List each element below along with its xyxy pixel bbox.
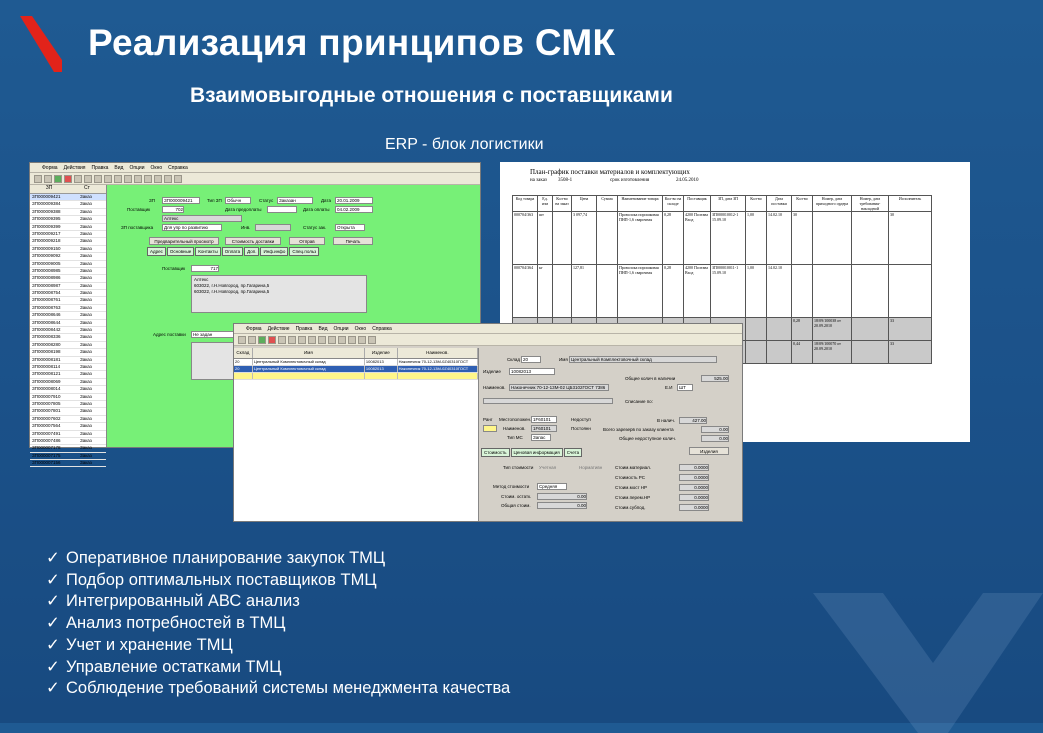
table-row[interactable]: ЗП000007156 Заказ bbox=[30, 460, 106, 467]
table-row: 0,44 18/09/100070 от 20.09.2010 33 bbox=[513, 341, 932, 364]
table-row[interactable]: ЗП000008114 Заказ bbox=[30, 364, 106, 371]
menubar bbox=[234, 324, 742, 334]
menu-item[interactable]: Правка bbox=[295, 325, 313, 332]
check-icon: ✓ bbox=[46, 549, 60, 567]
table-row[interactable]: ЗП000009395 Заказ bbox=[30, 216, 106, 223]
first-icon[interactable] bbox=[94, 175, 102, 183]
table-row[interactable]: ЗП000008754 Заказ bbox=[30, 290, 106, 297]
check-icon: ✓ bbox=[46, 635, 60, 654]
menu-item[interactable]: Действие bbox=[267, 325, 290, 332]
find-icon[interactable] bbox=[348, 336, 356, 344]
table-header: Номер, дата требования-накладной bbox=[852, 196, 889, 212]
pay-date-field[interactable]: 04.02.2009 bbox=[335, 206, 373, 213]
erp-stock-window bbox=[233, 323, 743, 522]
table-row[interactable]: ЗП000008336 Заказ bbox=[30, 334, 106, 341]
doc-title: План-график поставки материалов и комплектующих bbox=[530, 168, 690, 176]
table-header: Код товара bbox=[513, 196, 538, 212]
cost-label: Стоим.перем.НР bbox=[615, 495, 651, 500]
menu-item[interactable]: Окно bbox=[150, 164, 163, 171]
prepay-date-field[interactable] bbox=[267, 206, 297, 213]
postavsh-field[interactable]: 717 bbox=[191, 265, 219, 272]
toolbar bbox=[30, 173, 480, 185]
copy-icon[interactable] bbox=[74, 175, 82, 183]
menu-item[interactable]: Опции bbox=[129, 164, 145, 171]
table-row[interactable]: ЗП000009388 Заказ bbox=[30, 209, 106, 216]
tab-info[interactable]: Инф.инфо bbox=[260, 247, 288, 256]
table-row[interactable]: 20 Центральный Комплектовочный склад 10082013 Наконечник 70-12-13М-0Z40310ГОСТ bbox=[234, 366, 478, 373]
menu-item[interactable]: Форма bbox=[246, 325, 262, 332]
menu-item[interactable]: Вид bbox=[114, 164, 124, 171]
item-field[interactable]: 10082013 bbox=[509, 368, 555, 375]
warehouse-name: Центральный Комплектовочный склад bbox=[569, 356, 717, 363]
delivery-cost-button[interactable]: Стоимость доставки bbox=[225, 237, 281, 245]
list-item: ✓ Оперативное планирование закупок ТМЦ bbox=[46, 548, 510, 570]
table-row[interactable]: ЗП000008280 Заказ bbox=[30, 342, 106, 349]
table-row[interactable]: ЗП000008014 Заказ bbox=[30, 386, 106, 393]
cost-value: 0.0000 bbox=[679, 484, 709, 491]
cancel-icon[interactable] bbox=[268, 336, 276, 344]
stock-grid bbox=[234, 348, 479, 521]
cost-label: Стоим.субпод. bbox=[615, 505, 646, 510]
rank-field[interactable] bbox=[483, 425, 497, 432]
open-icon[interactable] bbox=[248, 336, 256, 344]
type-mc-select[interactable]: Запас bbox=[531, 434, 551, 441]
table-row[interactable]: ЗП000008646 Заказ bbox=[30, 312, 106, 319]
filter-icon[interactable] bbox=[338, 336, 346, 344]
menu-item[interactable]: Окно bbox=[354, 325, 367, 332]
table-header: Наименование товара bbox=[618, 196, 663, 212]
toolbar bbox=[234, 334, 742, 346]
table-row[interactable]: ЗП000008986 Заказ bbox=[30, 275, 106, 282]
stock-cost: 0.00 bbox=[537, 493, 587, 500]
doc-order-number: 3508-1 bbox=[558, 178, 573, 183]
next-icon[interactable] bbox=[318, 336, 326, 344]
supplier-name: Алтекс bbox=[162, 215, 242, 222]
cost-label: Стоим.материал. bbox=[615, 465, 652, 470]
menu-item[interactable]: Вид bbox=[318, 325, 328, 332]
unit-select[interactable]: ШТ bbox=[677, 384, 693, 391]
check-icon: ✓ bbox=[46, 614, 60, 633]
stock-tabs bbox=[481, 448, 582, 457]
order-list bbox=[30, 185, 107, 466]
table-header: Сумма bbox=[597, 196, 618, 212]
tab-address[interactable]: Адрес bbox=[147, 247, 166, 256]
table-header: Кол-во bbox=[792, 196, 813, 212]
table-row[interactable]: ЗП000008181 Заказ bbox=[30, 357, 106, 364]
options-row bbox=[483, 398, 613, 404]
form-tabs bbox=[147, 247, 319, 256]
last-icon[interactable] bbox=[328, 336, 336, 344]
table-header: Исполнитель bbox=[889, 196, 932, 212]
date-field[interactable]: 20.01.2009 bbox=[335, 197, 373, 204]
menubar bbox=[30, 163, 480, 173]
erp-label: ERP - блок логистики bbox=[385, 136, 544, 153]
tab-contacts[interactable]: Контакты bbox=[195, 247, 220, 256]
table-row[interactable]: ЗП000008644 Заказ bbox=[30, 320, 106, 327]
cost-value: 0.0000 bbox=[679, 464, 709, 471]
feature-list bbox=[46, 548, 510, 700]
table-header: Дата поставки bbox=[767, 196, 792, 212]
table-row[interactable]: ЗП000008121 Заказ bbox=[30, 371, 106, 378]
zp-supplier-field[interactable]: Для упр по развитию bbox=[162, 224, 222, 231]
table-row[interactable]: ЗП000008069 Заказ bbox=[30, 379, 106, 386]
menu-item[interactable]: Действия bbox=[63, 164, 86, 171]
cost-label: Стоим.мост НР bbox=[615, 485, 648, 490]
next-icon[interactable] bbox=[114, 175, 122, 183]
filter-icon[interactable] bbox=[134, 175, 142, 183]
order-form: ЗП ЗП000009421 Тип ЗП Обычн Статус Заказан Дата 20.01.2009 Поставщик 702 Дата предоплаты Дата оплаты 04.02.2009 Алтекс ЗП поставщика Для упр по развитию Инв. Статус зак. Открыта Предварительный просмотр Стоимость доставки Отправ Печать Адрес Основные Контакты Оплата Доп. Инф.инфо Спец.польз Поставщик 717 Алтекс 603022, г.Н.Новгород, пр.Гагарина,5 603022, г.Н.Новгород, пр.Гагарина,5 Адрес поставки Не задан bbox=[107, 185, 480, 447]
table-header: Кол-во bbox=[746, 196, 767, 212]
cancel-icon[interactable] bbox=[64, 175, 72, 183]
sort-icon[interactable] bbox=[154, 175, 162, 183]
table-row[interactable]: ЗП000009399 Заказ bbox=[30, 224, 106, 231]
stock-grid-header: Склад Имя Изделие Наименов. bbox=[234, 348, 478, 359]
menu-item[interactable]: Правка bbox=[91, 164, 109, 171]
check-icon: ✓ bbox=[46, 570, 60, 589]
list-item: ✓ Интегрированный АВС анализ bbox=[46, 591, 510, 613]
table-row[interactable]: ЗП000008985 Заказ bbox=[30, 268, 106, 275]
delivery-address-select[interactable]: Не задан bbox=[191, 331, 239, 338]
sort-icon[interactable] bbox=[358, 336, 366, 344]
item-name: Наконечник 70-12-13М-02 ЦБ3102ГОСТ 7386 bbox=[509, 384, 609, 391]
table-row[interactable]: ЗП000007602 Заказ bbox=[30, 416, 106, 423]
stock-form: Склад 20 Имя Центральный Комплектовочный склад Изделие 10082013 Общее колич в наличии 525.00 Наименов. Наконечник 70-12-13М-02 ЦБ3102ГОСТ 7386 Е.И ШТ Списание по: Ранг Местоположен. 1F60101 Недоступ В налич. 427.00 Наименов. 1F60101 Постоянн Всего зарезерв по заказу клиента 0.00 Тип МС Запас Общее недоступное колич. 0.00 Стоимость Ценовая информация Счета Изделия Тип стоимости Учетная Нормативн Метод стоимости Средняя Стоим. остатк. 0.00 Общая стоим. 0.00 Стоим.материал. 0.0000 Стоимость РС 0.0000 Стоим.мост НР 0.0000 Стоим.перем.НР 0.0000 Стоим.субпод. 0.0000 bbox=[479, 348, 742, 521]
table-row[interactable]: ЗП000007801 Заказ bbox=[30, 408, 106, 415]
help-icon[interactable] bbox=[174, 175, 182, 183]
list-item: ✓ Учет и хранение ТМЦ bbox=[46, 635, 510, 657]
table-row[interactable]: 20 Центральный Комплектовочный склад 10082013 Наконечник 70-12-13М-0Z40310ГОСТ bbox=[234, 359, 478, 366]
supplier-field[interactable]: 702 bbox=[162, 206, 184, 213]
save-icon[interactable] bbox=[54, 175, 62, 183]
list-item: ✓ Управление остатками ТМЦ bbox=[46, 657, 510, 679]
reserved-qty: 0.00 bbox=[701, 426, 729, 433]
table-row[interactable]: ЗП000009421 Заказ bbox=[30, 194, 106, 201]
cost-value: 0.0000 bbox=[679, 504, 709, 511]
print-button[interactable]: Печать bbox=[333, 237, 373, 245]
prev-icon[interactable] bbox=[104, 175, 112, 183]
check-icon: ✓ bbox=[46, 592, 60, 611]
tab-special[interactable]: Спец.польз bbox=[289, 247, 319, 256]
table-row[interactable]: ЗП000009384 Заказ bbox=[30, 201, 106, 208]
logo-icon bbox=[18, 14, 66, 74]
location-name: 1F60101 bbox=[531, 425, 557, 432]
available-qty: 427.00 bbox=[679, 417, 707, 424]
list-item: ✓ Анализ потребностей в ТМЦ bbox=[46, 613, 510, 635]
inv-field bbox=[255, 224, 291, 231]
status-select[interactable]: Заказан bbox=[277, 197, 313, 204]
table-row[interactable]: ЗП000008198 Заказ bbox=[30, 349, 106, 356]
table-header: Поставщик bbox=[684, 196, 711, 212]
menu-item[interactable]: Опции bbox=[333, 325, 349, 332]
tab-main[interactable]: Основные bbox=[167, 247, 194, 256]
table-row[interactable]: ЗП000007910 Заказ bbox=[30, 394, 106, 401]
warehouse-select[interactable]: 20 bbox=[521, 356, 541, 363]
tab-cost[interactable]: Стоимость bbox=[481, 448, 510, 457]
help-icon[interactable] bbox=[368, 336, 376, 344]
find-icon[interactable] bbox=[144, 175, 152, 183]
table-header: Номер, дата приходного ордера bbox=[813, 196, 852, 212]
slide-title: Реализация принципов СМК bbox=[88, 22, 616, 63]
table-row[interactable]: ЗП000009005 Заказ bbox=[30, 261, 106, 268]
type-select[interactable]: Обычн bbox=[225, 197, 251, 204]
tab-accounts[interactable]: Счета bbox=[564, 448, 582, 457]
table-row: 0,28 18/09/100038 от 20.09.2010 33 bbox=[513, 318, 932, 341]
attach-icon[interactable] bbox=[164, 175, 172, 183]
table-row[interactable]: ЗП000007178 Заказ bbox=[30, 445, 106, 452]
slide-subtitle: Взаимовыгодные отношения с поставщиками bbox=[190, 84, 673, 107]
doc-deadline: 24.05.2010 bbox=[676, 178, 699, 183]
cost-value: 0.0000 bbox=[679, 474, 709, 481]
table-header: Цена bbox=[572, 196, 597, 212]
copy-icon[interactable] bbox=[278, 336, 286, 344]
open-icon[interactable] bbox=[44, 175, 52, 183]
table-header: ЗП, дата ЗП bbox=[711, 196, 746, 212]
table-row: 000704/364 кг 127,81 Проволока порошковая ПНП-1,6 сварочная 0,28 4200 Полтава Вход ЗП000010011-1 15.09.10 1,00 14.02.10 bbox=[513, 265, 932, 318]
save-icon[interactable] bbox=[258, 336, 266, 344]
cost-value: 0.0000 bbox=[679, 494, 709, 501]
list-item: ✓ Подбор оптимальных поставщиков ТМЦ bbox=[46, 570, 510, 592]
first-icon[interactable] bbox=[298, 336, 306, 344]
table-row[interactable]: ЗП000007805 Заказ bbox=[30, 401, 106, 408]
list-item: ✓ Соблюдение требований системы менеджмента качества bbox=[46, 678, 510, 700]
preview-button[interactable]: Предварительный просмотр bbox=[149, 237, 219, 245]
tab-extra[interactable]: Доп. bbox=[244, 247, 259, 256]
table-row[interactable]: ЗП000007175 Заказ bbox=[30, 453, 106, 460]
total-cost: 0.00 bbox=[537, 502, 587, 509]
zp-field[interactable]: ЗП000009421 bbox=[162, 197, 200, 204]
table-row[interactable]: ЗП000009218 Заказ bbox=[30, 238, 106, 245]
unavailable-qty: 0.00 bbox=[701, 435, 729, 442]
print-icon[interactable] bbox=[84, 175, 92, 183]
prev-icon[interactable] bbox=[308, 336, 316, 344]
table-row[interactable]: ЗП000009150 Заказ bbox=[30, 246, 106, 253]
table-row-new[interactable] bbox=[234, 373, 478, 380]
table-row[interactable]: ЗП000008763 Заказ bbox=[30, 305, 106, 312]
menu-item[interactable]: Справка bbox=[168, 164, 188, 171]
table-header: Кол-во на складе bbox=[663, 196, 684, 212]
tab-price-info[interactable]: Ценовая информация bbox=[511, 448, 563, 457]
table-row[interactable]: ЗП000007564 Заказ bbox=[30, 423, 106, 430]
location-field[interactable]: 1F60101 bbox=[531, 416, 557, 423]
last-icon[interactable] bbox=[124, 175, 132, 183]
menu-item[interactable]: Справка bbox=[372, 325, 392, 332]
cost-method-select[interactable]: Средняя bbox=[537, 483, 567, 490]
address-area: Алтекс 603022, г.Н.Новгород, пр.Гагарина,5 603022, г.Н.Новгород, пр.Гагарина,5 bbox=[191, 275, 367, 313]
new-icon[interactable] bbox=[34, 175, 42, 183]
cost-label: Стоимость РС bbox=[615, 475, 645, 480]
table-row[interactable]: ЗП000009092 Заказ bbox=[30, 253, 106, 260]
new-icon[interactable] bbox=[238, 336, 246, 344]
check-icon: ✓ bbox=[46, 657, 60, 676]
table-row[interactable]: ЗП000007486 Заказ bbox=[30, 438, 106, 445]
print-icon[interactable] bbox=[288, 336, 296, 344]
watermark-logo-icon bbox=[813, 593, 1043, 733]
send-button[interactable]: Отправ bbox=[289, 237, 325, 245]
status-sub-select[interactable]: Открыта bbox=[335, 224, 365, 231]
table-header: Ед. изм bbox=[538, 196, 553, 212]
table-row[interactable]: ЗП000008761 Заказ bbox=[30, 297, 106, 304]
check-icon: ✓ bbox=[46, 679, 60, 698]
supply-schedule-document: План-график поставки материалов и комплектующих на заказ 3508-1 срок изготовления 24.05.2010 Код товара Ед. изм Кол-во на заказ Цена Сумма Наименование товара Кол-во на складе Поставщик ЗП, дата ЗП Кол-во Дата поставки Кол-во Номер, дата приходного ордера Номер, дата требования-накладной Исполнитель 000704/363 шт 3 097,74 Проволока порошковая ПНП-1,6 сварочная 0,28 4200 Полтава Вход ЗП000010012-1 15.09.10 1,00 14.02.10 30 30 000704/364 кг 127,81 Проволока порошковая ПНП-1,6 сварочная 0,28 4200 Полтава Вход ЗП000010011-1 15.09.10 1,00 14.02.10 0,28 18/09/100038 от 20.09.2010 33 0,44 18/09/100070 от 20.09.2010 33 bbox=[500, 162, 970, 442]
total-qty: 525.00 bbox=[701, 375, 729, 382]
order-list-header: ЗП Ст bbox=[30, 185, 106, 194]
table-row[interactable]: ЗП000007491 Заказ bbox=[30, 431, 106, 438]
table-row: 000704/363 шт 3 097,74 Проволока порошковая ПНП-1,6 сварочная 0,28 4200 Полтава Вход ЗП000010012-1 15.09.10 1,00 14.02.10 30 30 bbox=[513, 212, 932, 265]
items-button[interactable]: Изделия bbox=[689, 447, 729, 455]
table-row[interactable]: ЗП000008987 Заказ bbox=[30, 283, 106, 290]
table-row[interactable]: ЗП000008442 Заказ bbox=[30, 327, 106, 334]
table-header: Кол-во на заказ bbox=[553, 196, 572, 212]
tab-payment[interactable]: Оплата bbox=[222, 247, 243, 256]
table-row[interactable]: ЗП000009217 Заказ bbox=[30, 231, 106, 238]
menu-item[interactable]: Форма bbox=[42, 164, 58, 171]
